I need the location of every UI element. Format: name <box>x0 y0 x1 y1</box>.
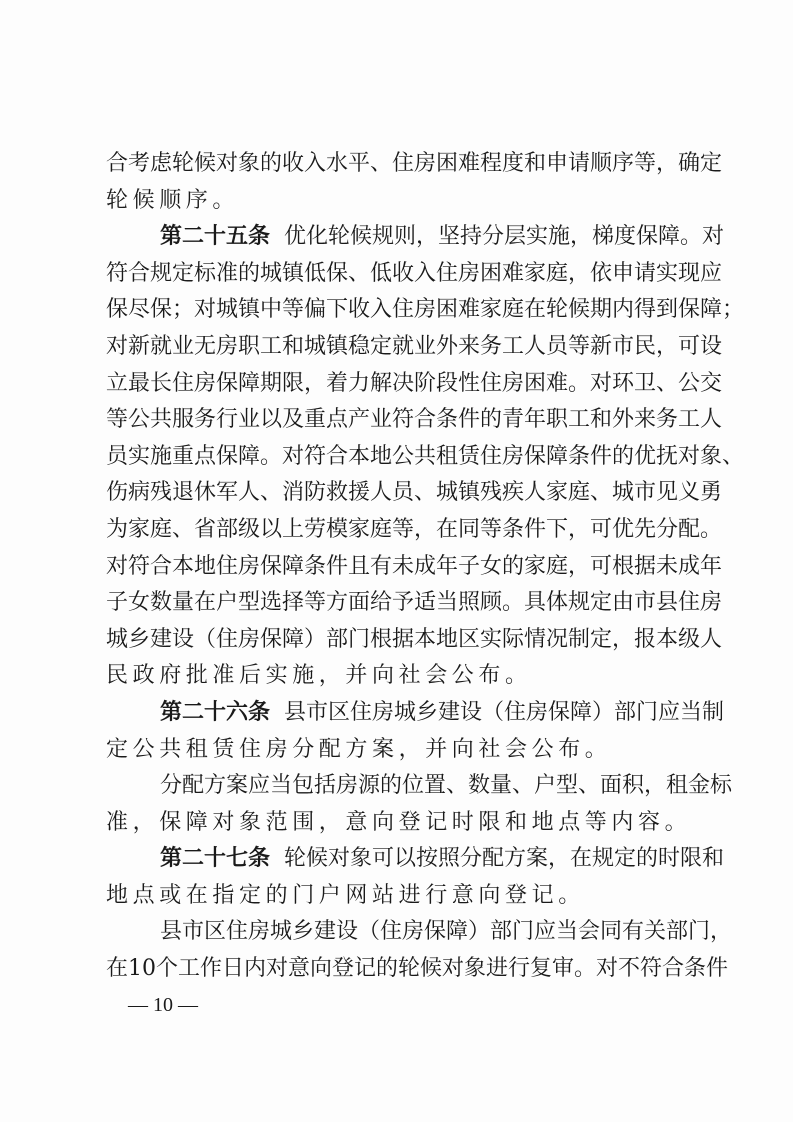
line-text: 等公共服务行业以及重点产业符合条件的青年职工和外来务工人 <box>106 407 723 433</box>
line-text: 对符合本地住房保障条件且有未成年子女的家庭，可根据未成年 <box>106 553 723 579</box>
text-line <box>106 805 692 842</box>
text-line <box>106 219 725 256</box>
line-text: 子女数量在户型选择等方面给予适当照顾。具体规定由市县住房 <box>106 590 723 616</box>
line-text: 分配方案应当包括房源的位置、数量、户型、面积，租金标 <box>160 773 733 799</box>
line-text: 城乡建设（住房保障）部门根据本地区实际情况制定，报本级人 <box>106 626 723 652</box>
text-line <box>106 658 692 695</box>
line-text: 民政府批准后实施，并向社会公布。 <box>106 663 532 689</box>
text-line <box>106 841 725 878</box>
text-line <box>106 146 723 183</box>
line-text: 县市区住房城乡建设（住房保障）部门应当会同有关部门， <box>160 919 733 945</box>
text-line <box>106 366 723 403</box>
text-line <box>106 585 723 622</box>
text-line <box>106 256 723 293</box>
line-text: 为家庭、省部级以上劳模家庭等，在同等条件下，可优先分配。 <box>106 516 723 542</box>
text-line <box>106 512 723 549</box>
line-text: 轮候顺序。 <box>106 187 240 213</box>
line-text: 对新就业无房职工和城镇稳定就业外来务工人员等新市民，可设 <box>106 333 723 359</box>
text-line <box>106 768 733 805</box>
line-text: 准，保障对象范围，意向登记时限和地点等内容。 <box>106 809 692 835</box>
text-line <box>106 475 723 512</box>
line-text: 保尽保；对城镇中等偏下收入住房困难家庭在轮候期内得到保障； <box>106 297 745 323</box>
line-text: 伤病残退休军人、消防救援人员、城镇残疾人家庭、城市见义勇 <box>106 480 723 506</box>
text-line <box>106 732 692 769</box>
line-text: 优化轮候规则，坚持分层实施，梯度保障。对 <box>284 224 725 250</box>
line-text: 员实施重点保障。对符合本地公共租赁住房保障条件的优抚对象、 <box>106 443 745 469</box>
text-line <box>106 183 692 220</box>
line-text: 立最长住房保障期限，着力解决阶段性住房困难。对环卫、公交 <box>106 370 723 396</box>
text-line <box>106 951 728 988</box>
line-text: 合考虑轮候对象的收入水平、住房困难程度和申请顺序等，确定 <box>106 151 723 176</box>
page-number: — 10 — <box>128 994 198 1016</box>
text-line <box>106 402 723 439</box>
line-text: 定公共租赁住房分配方案，并向社会公布。 <box>106 736 612 762</box>
text-line <box>106 695 725 732</box>
article-heading: 第二十七条 <box>160 846 271 872</box>
text-line <box>106 292 745 329</box>
article-heading: 第二十六条 <box>160 699 271 725</box>
text-line <box>106 914 733 951</box>
text-line <box>106 439 745 476</box>
line-text: 符合规定标准的城镇低保、低收入住房困难家庭，依申请实现应 <box>106 260 723 286</box>
line-text: 地点或在指定的门户网站进行意向登记。 <box>106 882 585 908</box>
text-line <box>106 329 723 366</box>
document-body <box>106 146 745 988</box>
text-line <box>106 622 723 659</box>
line-text: 轮候对象可以按照分配方案，在规定的时限和 <box>284 846 725 872</box>
article-heading: 第二十五条 <box>160 224 271 250</box>
line-text: 在10个工作日内对意向登记的轮候对象进行复审。对不符合条件 <box>106 956 728 982</box>
text-line <box>106 549 723 586</box>
text-line <box>106 878 692 915</box>
line-text: 县市区住房城乡建设（住房保障）部门应当制 <box>284 699 725 725</box>
